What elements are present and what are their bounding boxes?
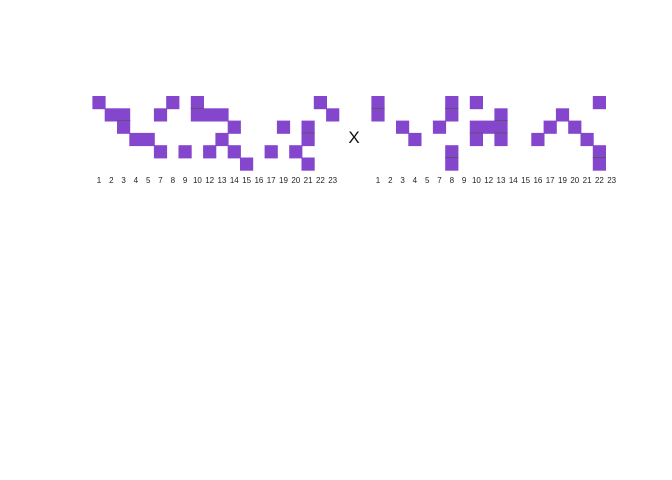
left-tick-label: 8 [170,176,176,186]
left-cell-c2-r2 [105,108,118,121]
left-tick-label: 17 [266,176,276,186]
left-cell-c12-r5 [203,145,216,158]
left-cell-c21-r4 [302,133,315,146]
left-cell-c20-r5 [289,145,302,158]
multiply-operator: X [348,128,360,147]
left-cell-c3-r3 [117,121,130,134]
left-cell-c10-r1 [191,96,204,109]
left-cell-c21-r3 [302,121,315,134]
right-tick-label: 14 [508,176,518,186]
left-cell-c7-r2 [154,108,167,121]
right-pattern-grid [371,96,616,185]
right-tick-label: 17 [545,176,555,186]
left-tick-label: 9 [182,176,188,186]
left-tick-label: 1 [96,176,102,186]
left-cell-c13-r4 [215,133,228,146]
left-cell-c7-r5 [154,145,167,158]
left-cell-c14-r3 [228,121,241,134]
right-cell-c13-r2 [494,108,507,121]
right-tick-label: 15 [521,176,531,186]
right-tick-label: 4 [412,176,418,186]
left-tick-label: 10 [192,176,202,186]
right-cell-c8-r6 [445,158,458,171]
left-tick-label: 19 [279,176,288,186]
right-cell-c13-r3 [494,121,507,134]
left-tick-label: 22 [315,176,325,186]
left-tick-label: 5 [145,176,151,186]
left-tick-label: 13 [217,176,227,186]
left-cell-c15-r6 [240,158,253,171]
left-tick-label: 15 [242,176,252,186]
right-tick-label: 7 [437,176,442,186]
left-tick-label: 7 [158,176,163,186]
right-cell-c22-r1 [593,96,606,109]
right-tick-label: 2 [388,176,393,186]
right-tick-label: 8 [449,176,455,186]
right-cell-c17-r3 [544,121,557,134]
right-tick-label: 3 [400,176,405,186]
right-cell-c13-r4 [494,133,507,146]
right-cell-c4-r4 [408,133,421,146]
left-tick-label: 14 [229,176,239,186]
right-cell-c3-r3 [396,121,409,134]
left-cell-c22-r1 [314,96,327,109]
right-tick-label: 13 [496,176,506,186]
right-tick-label: 9 [461,176,467,186]
right-cell-c1-r2 [371,108,384,121]
left-cell-c10-r2 [191,108,204,121]
right-tick-label: 21 [582,176,592,186]
right-cell-c21-r4 [581,133,594,146]
left-cell-c5-r4 [142,133,155,146]
right-tick-label: 19 [558,176,567,186]
right-cell-c8-r5 [445,145,458,158]
left-cell-c12-r2 [203,108,216,121]
right-cell-c19-r2 [556,108,569,121]
left-tick-label: 2 [109,176,114,186]
left-tick-label: 3 [121,176,126,186]
right-cell-c7-r3 [433,121,446,134]
left-tick-label: 4 [133,176,139,186]
left-cell-c21-r6 [302,158,315,171]
right-cell-c16-r4 [531,133,544,146]
right-cell-c12-r3 [482,121,495,134]
right-tick-label: 5 [424,176,430,186]
right-cell-c1-r1 [371,96,384,109]
right-cell-c8-r2 [445,108,458,121]
left-tick-label: 20 [291,176,301,186]
right-tick-label: 1 [375,176,381,186]
right-tick-label: 16 [533,176,543,186]
right-tick-label: 23 [607,176,617,186]
left-cell-c13-r2 [215,108,228,121]
right-cell-c10-r4 [470,133,483,146]
left-cell-c14-r5 [228,145,241,158]
left-tick-label: 21 [303,176,313,186]
right-tick-label: 22 [594,176,604,186]
left-tick-label: 23 [328,176,338,186]
right-cell-c22-r5 [593,145,606,158]
left-cell-c1-r1 [92,96,105,109]
right-cell-c10-r1 [470,96,483,109]
right-cell-c20-r3 [568,121,581,134]
right-tick-label: 20 [570,176,580,186]
left-cell-c23-r2 [326,108,339,121]
left-cell-c3-r2 [117,108,130,121]
left-cell-c17-r5 [265,145,278,158]
right-cell-c10-r3 [470,121,483,134]
left-tick-label: 12 [205,176,215,186]
left-cell-c9-r5 [179,145,192,158]
left-cell-c8-r1 [166,96,179,109]
right-cell-c8-r1 [445,96,458,109]
left-cell-c4-r4 [129,133,142,146]
right-cell-c22-r6 [593,158,606,171]
right-tick-label: 12 [484,176,494,186]
left-cell-c19-r3 [277,121,290,134]
left-tick-label: 16 [254,176,264,186]
right-tick-label: 10 [471,176,481,186]
left-pattern-grid [92,96,339,185]
